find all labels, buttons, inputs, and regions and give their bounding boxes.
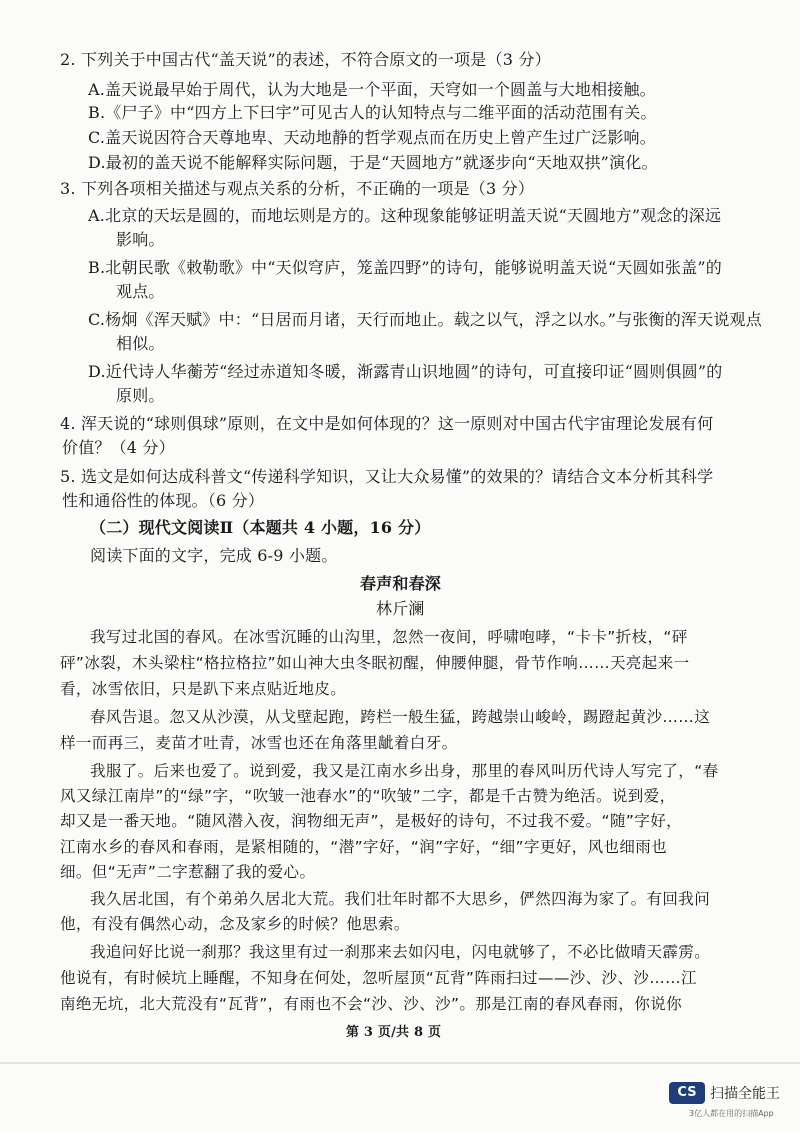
q3-option-c-cont: 相似。 [116,334,165,353]
article-line: 我写过北国的春风。在冰雪沉睡的山沟里，忽然一夜间，呼啸咆哮，“卡卡”折枝，“砰 [90,628,688,646]
article-line: 我追问好比说一刹那？我这里有过一刹那来去如闪电，闪电就够了，不必比做晴天霹雳。 [90,943,711,961]
q2-option-b: B.《尸子》中“四方上下曰宇”可见古人的认知特点与二维平面的活动范围有关。 [88,103,657,122]
section-instruction: 阅读下面的文字，完成 6-9 小题。 [90,546,338,565]
article-line: 春风告退。忽又从沙漠，从戈壁起跑，跨栏一般生猛，跨越崇山峻岭，踢蹬起黄沙……这 [90,708,711,726]
q2-option-c: C.盖天说因符合天尊地卑、天动地静的哲学观点而在历史上曾产生过广泛影响。 [88,128,656,147]
q3-option-a-cont: 影响。 [116,230,165,249]
article-author: 林斤澜 [376,599,425,618]
q3-option-b: B.北朝民歌《敕勒歌》中“天似穹庐，笼盖四野”的诗句，能够说明盖天说“天圆如张盖”的 [88,258,722,277]
article-line: 我服了。后来也爱了。说到爱，我又是江南水乡出身，那里的春风叫历代诗人写完了，“春 [90,762,719,780]
watermark-tagline: 3亿人都在用的扫描App [689,1109,774,1118]
q3-stem: 3. 下列各项相关描述与观点关系的分析，不正确的一项是（3 分） [60,179,535,198]
article-line: 风又绿江南岸”的“绿”字，“吹皱一池春水”的“吹皱”二字，都是千古赞为绝活。说到爱， [60,787,676,805]
q4-line-1: 4. 浑天说的“球则俱球”原则，在文中是如何体现的？这一原则对中国古代宇宙理论发展有何 [60,414,714,433]
article-line: 南绝无坑，北大荒没有“瓦背”，有雨也不会“沙、沙、沙”。那是江南的春风春雨，你说你 [60,995,683,1013]
q2-stem: 2. 下列关于中国古代“盖天说”的表述，不符合原文的一项是（3 分） [60,50,551,69]
article-line: 江南水乡的春风和春雨，是紧相随的，“潜”字好，“润”字好，“细”字更好，风也细雨也 [60,838,668,856]
q3-option-d-cont: 原则。 [116,386,165,405]
q3-option-b-cont: 观点。 [116,282,165,301]
article-line: 看，冰雪依旧，只是趴下来点贴近地皮。 [60,680,347,698]
article-line: 砰”冰裂，木头梁柱“格拉格拉”如山神大虫冬眠初醒，伸腰伸腿，骨节作响……天亮起来一 [60,654,690,672]
article-line: 他说有，有时候坑上睡醒，不知身在何处，忽听屋顶“瓦背”阵雨扫过——沙、沙、沙……江 [60,969,697,987]
q3-option-d: D.近代诗人华蘅芳“经过赤道知冬暖，渐露青山识地圆”的诗句，可直接印证“圆则俱圆”的 [88,362,723,381]
section-heading: （二）现代文阅读Ⅱ（本题共 4 小题，16 分） [90,518,431,537]
q3-option-c: C.杨炯《浑天赋》中：“日居而月诸，天行而地止。载之以气，浮之以水。”与张衡的浑天说观点 [88,310,762,329]
q3-option-a: A.北京的天坛是圆的，而地坛则是方的。这种现象能够证明盖天说“天圆地方”观念的深远 [88,206,722,225]
watermark-brand: 扫描全能王 [710,1086,780,1102]
scan-edge-divider [0,1062,800,1064]
article-line: 却又是一番天地。“随风潜入夜，润物细无声”，是极好的诗句，不过我不爱。“随”字好， [60,812,683,830]
camscanner-logo-icon: CS [669,1082,705,1104]
q2-option-d: D.最初的盖天说不能解释实际问题，于是“天圆地方”就逐步向“天地双拱”演化。 [88,153,658,172]
q2-option-a: A.盖天说最早始于周代，认为大地是一个平面，天穹如一个圆盖与大地相接触。 [88,80,656,99]
q4-line-2: 价值？（4 分） [62,438,175,457]
page-number: 第 3 页/共 8 页 [346,1025,442,1040]
article-line: 我久居北国，有个弟弟久居北大荒。我们壮年时都不大思乡，俨然四海为家了。有回我问 [90,890,711,908]
q5-line-1: 5. 选文是如何达成科普文“传递科学知识，又让大众易懂”的效果的？请结合文本分析其科学 [60,467,714,486]
article-line: 细。但“无声”二字惹翻了我的爱心。 [60,863,316,881]
q5-line-2: 性和通俗性的体现。（6 分） [62,491,265,510]
article-line: 他，有没有偶然心动，念及家乡的时候？他思索。 [60,915,410,933]
article-line: 样一而再三，麦苗才吐青，冰雪也还在角落里龇着白牙。 [60,734,458,752]
article-title: 春声和春深 [360,574,442,593]
